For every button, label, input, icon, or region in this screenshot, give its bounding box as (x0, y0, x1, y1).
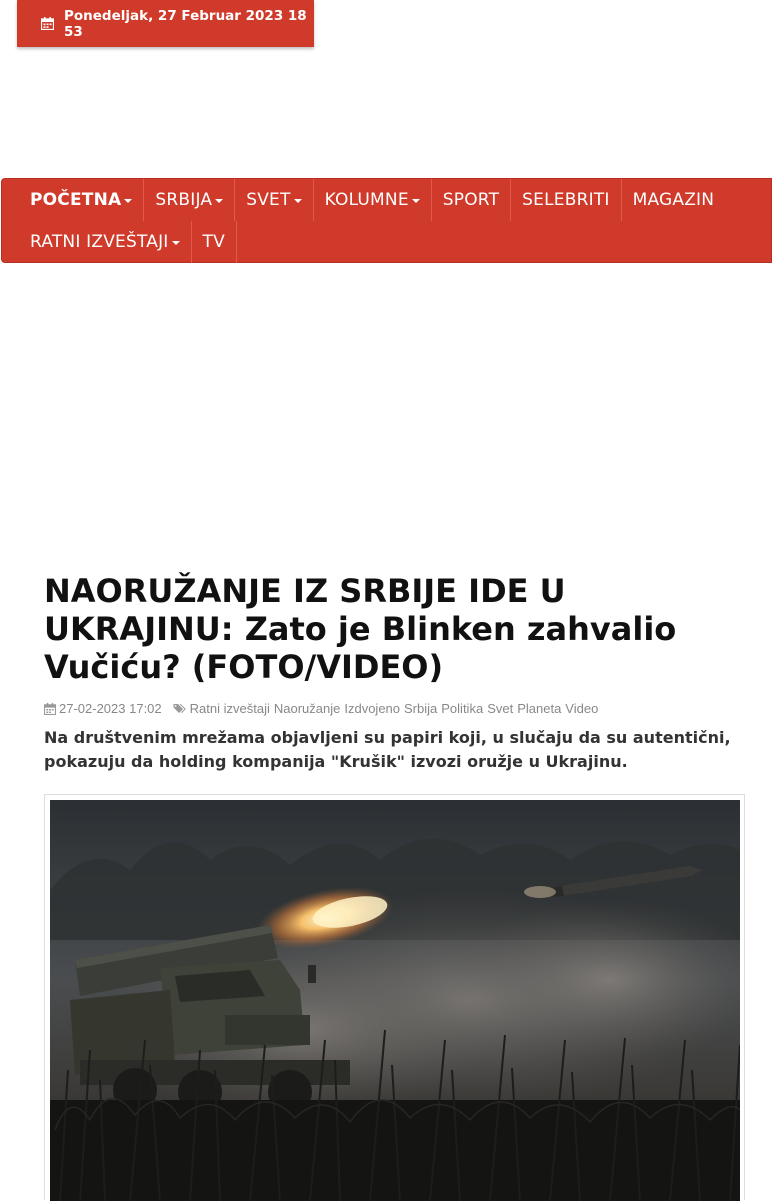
tag-link[interactable]: Video (565, 701, 599, 716)
main-navigation (1, 178, 772, 263)
nav-item-kolumne[interactable] (314, 179, 432, 221)
nav-item-magazin[interactable] (622, 179, 726, 221)
nav-item-tv[interactable] (192, 221, 237, 263)
date-bar (17, 0, 314, 47)
ad-space (0, 264, 772, 564)
calendar-icon (41, 17, 54, 30)
nav-row (2, 179, 725, 221)
current-date: Ponedeljak, 27 Februar 2023 18 53 (64, 7, 307, 40)
nav-item-label: SPORT (442, 190, 500, 210)
article-image (50, 800, 740, 1201)
article-image-frame (44, 794, 745, 1200)
nav-item-label: SRBIJA (155, 190, 213, 210)
nav-item-label: TV (202, 232, 225, 252)
nav-item-pocetna[interactable] (2, 179, 144, 221)
nav-item-sport[interactable] (432, 179, 511, 221)
caret-down-icon (294, 199, 302, 203)
tag-link[interactable]: Ratni izveštaji (189, 701, 270, 716)
nav-item-label: SELEBRITI (522, 190, 610, 210)
tag-link[interactable]: Planeta (517, 701, 562, 716)
article-lead: Na društvenim mrežama objavljeni su papiri koji, u slučaju da su autentični, pokazuju da holding kompanija "Krušik" izvozi oružje u Ukrajinu. (44, 728, 731, 771)
caret-down-icon (172, 241, 180, 245)
caret-down-icon (124, 199, 132, 203)
nav-item-selebriti[interactable] (511, 179, 621, 221)
nav-item-ratni-izvestaji[interactable] (2, 221, 192, 263)
caret-down-icon (215, 199, 223, 203)
calendar-icon (44, 703, 56, 715)
nav-item-label: RATNI IZVEŠTAJI (30, 232, 169, 252)
tag-link[interactable]: Izdvojeno (344, 701, 401, 716)
tag-link[interactable]: Svet (487, 701, 514, 716)
caret-down-icon (412, 199, 420, 203)
article-meta (44, 701, 756, 716)
nav-item-label: POČETNA (30, 190, 122, 210)
nav-item-label: KOLUMNE (324, 190, 409, 210)
tag-link[interactable]: Srbija (404, 701, 438, 716)
nav-item-label: MAGAZIN (632, 190, 715, 210)
tags-icon (173, 703, 187, 715)
nav-item-srbija[interactable] (144, 179, 235, 221)
nav-row (2, 221, 237, 263)
nav-item-label: SVET (246, 190, 291, 210)
tag-link[interactable]: Naoružanje (273, 701, 341, 716)
nav-item-svet[interactable] (235, 179, 313, 221)
tag-link[interactable]: Politika (441, 701, 484, 716)
article-date: 27-02-2023 17:02 (59, 701, 162, 716)
article-title: NAORUŽANJE IZ SRBIJE IDE U UKRAJINU: Zato je Blinken zahvalio Vučiću? (FOTO/VIDEO) (44, 572, 677, 686)
